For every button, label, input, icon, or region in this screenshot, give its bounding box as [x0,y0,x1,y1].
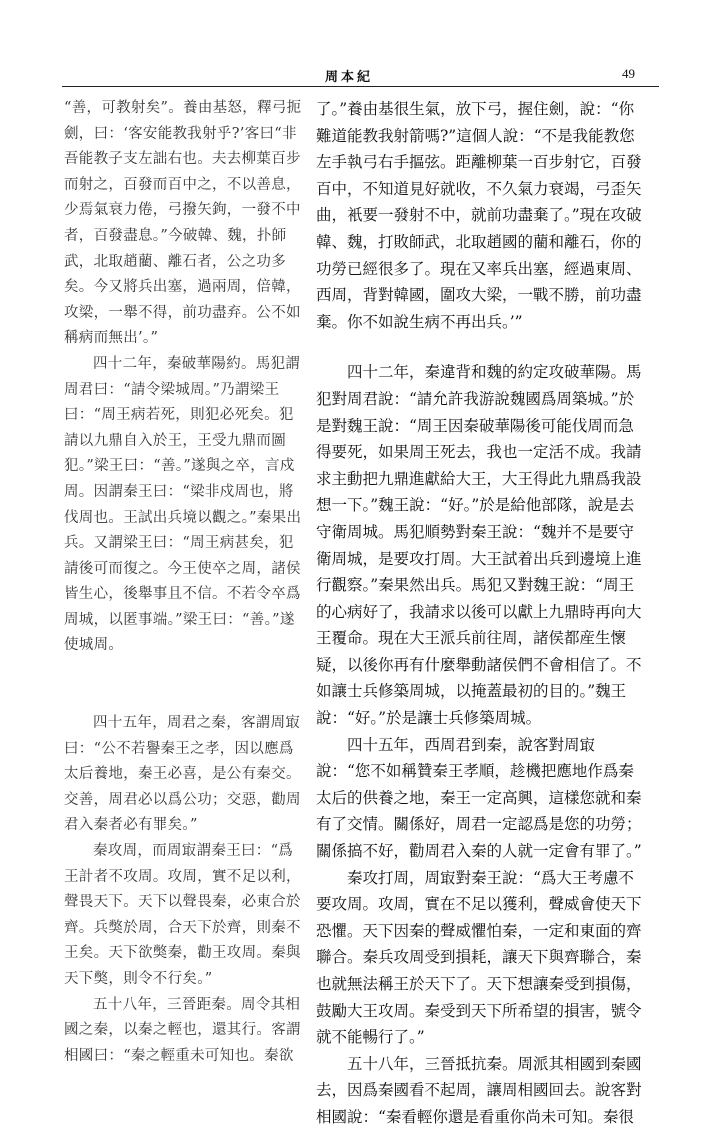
paragraph: 四十五年，西周君到秦，說客對周㝡說：“您不如稱贊秦王孝順，趁機把應地作爲秦太后的供養之地，秦王一定高興，這樣您就和秦有了交情。關係好，周君一定認爲是您的功勞；關係搞不好，勸周君入秦的人就一定會有罪了。” [316,735,642,861]
right-column-translation [316,96,646,1131]
paragraph: 五十八年，三晉抵抗秦。周派其相國到秦國去，因爲秦國看不起周，讓周相國回去。說客對相國說：“秦看輕你還是看重你尚未可知。秦很 [316,1054,642,1126]
paragraph: “善，可教射矣”。養由基怒，釋弓扼劍，曰：‘客安能教我射乎?’客曰“非吾能教子支左詘右也。夫去柳葉百步而射之，百發而百中之，不以善息，少焉氣衰力倦，弓撥矢鉤，一發不中者，百發盡息。”今破韓、魏，扑師武，北取趙藺、離石者，公之功多矣。今又將兵出塞，過兩周，倍韓，攻梁，一舉不得，前功盡弃。公不如稱病而無出’。” [64,100,302,347]
paragraph: 四十二年，秦違背和魏的約定攻破華陽。馬犯對周君說：“請允許我游說魏國爲周築城。”於是對魏王說：“周王因秦破華陽後可能伐周而急得要死，如果周王死去，我也一定活不成。我請求主動把九鼎進獻給大王，大王得此九鼎爲我設想一下。”魏王說：“好。”於是給他部隊，說是去守衛周城。馬犯順勢對秦王說：“魏并不是要守衛周城，是要攻打周。大王試着出兵到邊境上進行觀察。”秦果然出兵。馬犯又對魏王說：“周王的心病好了，我請求以後可以獻上九鼎時再向大王覆命。現在大王派兵前往周，諸侯都産生懷疑，以後你再有什麼舉動諸侯們不會相信了。不如讓士兵修築周城，以掩蓋最初的目的。”魏王說：“好。”於是讓士兵修築周城。 [316,363,642,728]
running-title: 周本紀 [325,70,374,85]
paragraph: 了。”養由基很生氣，放下弓，握住劍，說：“你難道能教我射箭嗎?”這個人說：“不是我能教您左手執弓右手摳弦。距離柳葉一百步射它，百發百中，不知道見好就收，不久氣力衰竭，弓歪矢曲，衹要一發射不中，就前功盡棄了。”現在攻破韓、魏，打敗師武，北取趙國的藺和離石，你的功勞已經很多了。現在又率兵出塞，經過東周、西周，背對韓國，圍攻大梁，一戰不勝，前功盡棄。你不如說生病不再出兵。’” [316,100,642,331]
left-column-classical-text [64,96,304,1069]
paragraph: 四十五年，周君之秦，客謂周㝡曰：“公不若譽秦王之孝，因以應爲太后養地，秦王必喜，是公有秦交。交善，周君必以爲公功；交惡，勸周君入秦者必有罪矣。” [64,715,301,834]
paragraph: 五十八年，三晉距秦。周令其相國之秦，以秦之輕也，還其行。客謂相國曰：“秦之輕重未可知也。秦欲 [64,996,301,1064]
paragraph: 秦攻打周，周㝡對秦王說：“爲大王考慮不要攻周。攻周，實在不足以獲利，聲威會使天下恐懼。天下因秦的聲威懼怕秦，一定和東面的齊聯合。秦兵攻周受到損耗，讓天下與齊聯合，秦也就無法稱王於天下了。天下想讓秦受到損傷，鼓勵大王攻周。秦受到天下所希望的損害，號令就不能暢行了。” [316,868,642,1047]
page-number: 49 [622,66,635,81]
paragraph-spacer [64,659,304,711]
paragraph: 四十二年，秦破華陽約。馬犯謂周君曰：“請令梁城周。”乃謂梁王曰：“周王病若死，則犯必死矣。犯請以九鼎自入於王，王受九鼎而圖犯。”梁王曰：“善。”遂與之卒，言戍周。因謂秦王曰：“梁非戍周也，將伐周也。王試出兵境以觀之。”秦果出兵。又謂梁王曰：“周王病甚矣，犯請後可而復之。今王使卒之周，諸侯皆生心，後舉事且不信。不若令卒爲周城，以匿事端。”梁王曰：“善。”遂使城周。 [64,355,302,654]
paragraph: 秦攻周，而周㝡謂秦王曰：“爲王計者不攻周。攻周，實不足以利，聲畏天下。天下以聲畏秦，必東合於齊。兵獘於周，合天下於齊，則秦不王矣。天下欲獘秦，勸王攻周。秦與天下獘，則令不行矣。” [64,843,301,987]
header-rule [62,86,659,87]
paragraph-spacer [316,335,646,359]
page-header [0,0,716,96]
